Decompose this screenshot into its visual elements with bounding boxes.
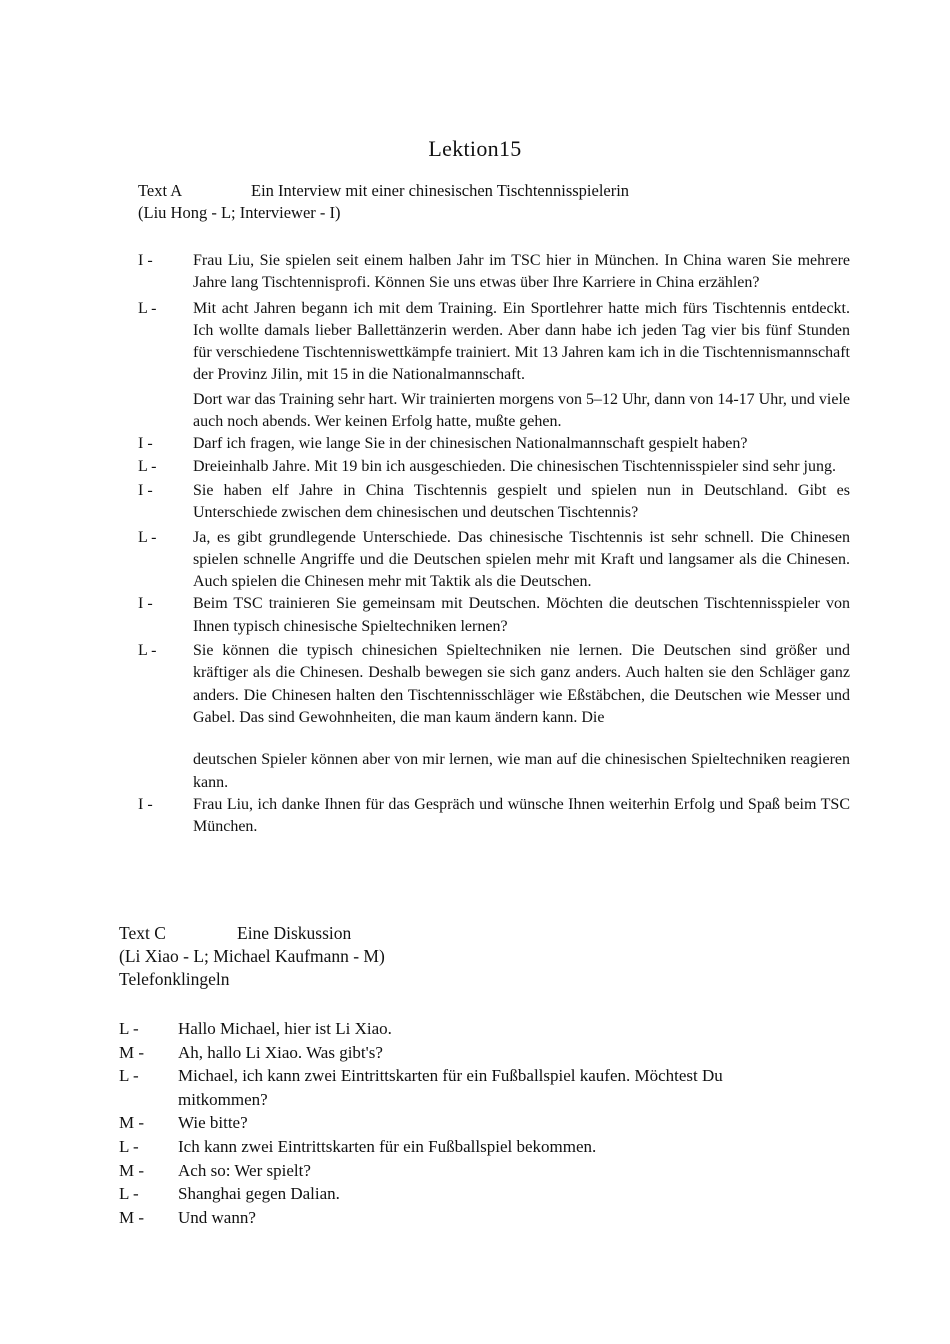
text-c-header: [119, 922, 809, 945]
speaker-tag: M -: [119, 1160, 145, 1180]
dialogue-turn: [138, 593, 850, 638]
text-c-stage-note: Telefonklingeln: [119, 969, 230, 989]
speaker-tag: L -: [138, 457, 157, 475]
text-c-heading: Eine Diskussion: [237, 923, 352, 943]
speaker-tag: L -: [138, 299, 157, 317]
text-c-label: Text C: [119, 923, 166, 943]
speaker-tag: I -: [138, 435, 153, 453]
turn-text: Frau Liu, Sie spielen seit einem halben Jahr im TSC hier in München. In China waren Sie mehrere Jahre lang Tischtennisprofi. Können Sie uns etwas über Ihre Karriere in China erzählen?: [193, 252, 850, 292]
speaker-tag: L -: [138, 528, 157, 546]
dialogue-turn: [138, 527, 850, 594]
turn-text: Ach so: Wer spielt?: [178, 1160, 311, 1180]
dialogue-turn: [119, 1041, 809, 1065]
turn-text: Sie können die typisch chinesichen Spieltechniken nie lernen. Die Deutschen sind größer und kräftiger als die Chinesen. Deshalb bewegen sie sich ganz anders. Auch halten sie den Schläger ganz anders. Die Chinesen halten den Tischtennisschläger wie Eßstäbchen, die Deutschen wie Messer und Gabel. Das sind Gewohnheiten, die man kaum ändern kann. Die: [193, 642, 850, 726]
text-a-heading: Ein Interview mit einer chinesischen Tischtennisspielerin: [251, 181, 630, 200]
text-a-label: Text A: [138, 181, 183, 200]
text-c-dialogue: [119, 1017, 809, 1229]
dialogue-turn: [138, 456, 850, 478]
dialogue-turn: [138, 298, 850, 434]
turn-text: Ich kann zwei Eintrittskarten für ein Fußballspiel bekommen.: [178, 1136, 597, 1156]
turn-text: Shanghai gegen Dalian.: [178, 1184, 340, 1204]
speaker-tag: M -: [119, 1113, 145, 1133]
turn-text-continued: deutschen Spieler können aber von mir lernen, wie man auf die chinesischen Spieltechniken reagieren kann.: [193, 751, 850, 791]
dialogue-turn: [119, 1064, 809, 1111]
speaker-tag: I -: [138, 252, 153, 269]
page-title: Lektion15: [428, 136, 522, 161]
turn-text-continued: Dort war das Training sehr hart. Wir trainierten morgens von 5–12 Uhr, dann von 14-17 Uhr, und viele auch noch abends. Wer keinen Erfolg hatte, mußte gehen.: [193, 390, 850, 431]
speaker-tag: I -: [138, 481, 153, 499]
text-c-section: [119, 922, 809, 1227]
dialogue-turn: [138, 480, 850, 525]
dialogue-turn: [119, 1017, 809, 1041]
turn-text: Sie haben elf Jahre in China Tischtennis gespielt und spielen nun in Deutschland. Gibt es Unterschiede zwischen dem chinesischen und deutschen Tischtennis?: [193, 481, 850, 522]
dialogue-turn: [119, 1111, 809, 1135]
turn-text: Dreieinhalb Jahre. Mit 19 bin ich ausgeschieden. Die chinesischen Tischtennisspieler sind sehr jung.: [193, 457, 836, 475]
speaker-tag: I -: [138, 595, 153, 613]
turn-text: Michael, ich kann zwei Eintrittskarten für ein Fußballspiel kaufen. Möchtest Du mitkommen?: [178, 1066, 723, 1109]
speaker-tag: M -: [119, 1207, 145, 1227]
dialogue-turn: [119, 1206, 809, 1230]
turn-text: Darf ich fragen, wie lange Sie in der chinesischen Nationalmannschaft gespielt haben?: [193, 435, 748, 453]
turn-text: Frau Liu, ich danke Ihnen für das Gespräch und wünsche Ihnen weiterhin Erfolg und Spaß beim TSC München.: [193, 795, 850, 836]
speaker-tag: L -: [119, 1184, 139, 1204]
turn-text: Hallo Michael, hier ist Li Xiao.: [178, 1019, 392, 1038]
speaker-tag: L -: [119, 1019, 139, 1038]
dialogue-turn: [119, 1182, 809, 1206]
turn-text: Ah, hallo Li Xiao. Was gibt's?: [178, 1042, 383, 1062]
text-c-cast: (Li Xiao - L; Michael Kaufmann - M): [119, 946, 385, 966]
dialogue-turn: [138, 250, 850, 295]
dialogue-turn: [119, 1159, 809, 1183]
text-a-section: [138, 180, 850, 836]
dialogue-turn: [138, 433, 850, 455]
turn-text: Beim TSC trainieren Sie gemeinsam mit Deutschen. Möchten die deutschen Tischtennisspieler von Ihnen typisch chinesische Spieltechniken lernen?: [193, 595, 850, 635]
text-a-header: [138, 180, 850, 202]
turn-text: Mit acht Jahren begann ich mit dem Training. Ein Sportlehrer hatte mich fürs Tischtennis entdeckt. Ich wollte damals lieber Ballettänzerin werden. Aber dann habe ich jeden Tag vier bis fünf Stunden für verschiedene Tischtenniswettkämpfe trainiert. Mit 13 Jahren kam ich in die Tischtennismannschaft der Provinz Jilin, mit 15 in die Nationalmannschaft.: [193, 299, 850, 384]
dialogue-turn: [119, 1135, 809, 1159]
speaker-tag: L -: [119, 1136, 139, 1156]
speaker-tag: I -: [138, 795, 153, 813]
dialogue-turn: [138, 794, 850, 839]
speaker-tag: L -: [119, 1066, 139, 1086]
turn-text: Wie bitte?: [178, 1113, 248, 1133]
dialogue-turn: [138, 640, 850, 794]
speaker-tag: L -: [138, 642, 157, 660]
text-a-dialogue: [138, 250, 850, 838]
text-a-cast: (Liu Hong - L; Interviewer - I): [138, 203, 341, 222]
turn-text: Ja, es gibt grundlegende Unterschiede. Das chinesische Tischtennis ist sehr schnell. Die Chinesen spielen schnelle Angriffe und die Deutschen spielen mehr mit Kraft und langsamer als die Chinesen. Auch spielen die Chinesen mehr mit Taktik als die Deutschen.: [193, 528, 850, 591]
turn-text: Und wann?: [178, 1207, 256, 1227]
speaker-tag: M -: [119, 1042, 145, 1062]
